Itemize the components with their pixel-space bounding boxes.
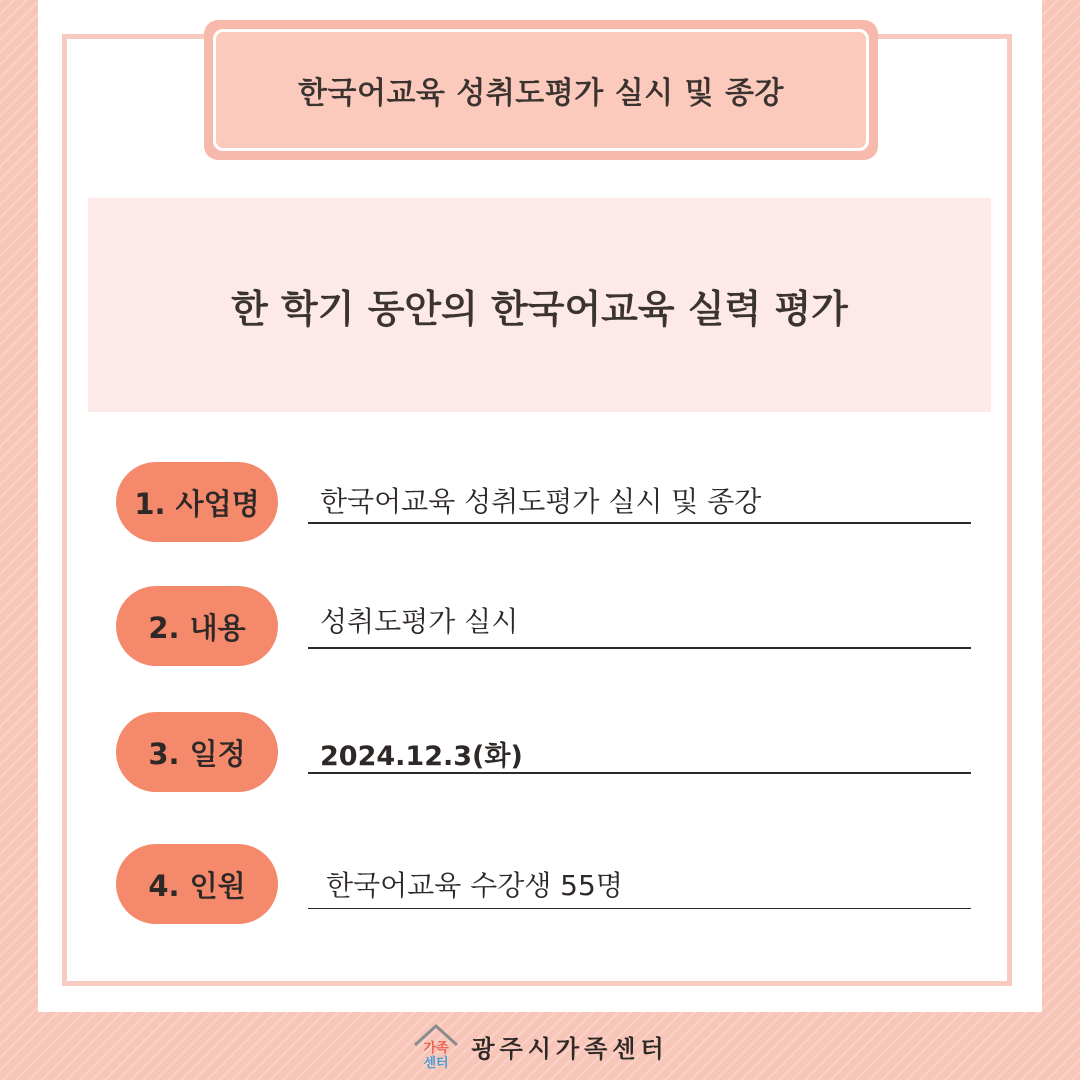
underline xyxy=(308,772,971,774)
family-center-logo xyxy=(411,1021,461,1071)
info-value: 한국어교육 수강생 55명 xyxy=(326,869,623,902)
subtitle: 한 학기 동안의 한국어교육 실력 평가 xyxy=(88,198,991,412)
footer xyxy=(0,1012,1080,1080)
info-row-business-name xyxy=(0,462,1080,542)
info-row-content xyxy=(0,586,1080,666)
underline xyxy=(308,522,971,524)
label-pill: 1. 사업명 xyxy=(116,462,278,542)
info-row-participants xyxy=(0,844,1080,924)
label-pill: 2. 내용 xyxy=(116,586,278,666)
label-pill: 3. 일정 xyxy=(116,712,278,792)
svg-text:가족: 가족 xyxy=(423,1041,449,1056)
info-value: 한국어교육 성취도평가 실시 및 종강 xyxy=(320,485,762,518)
info-row-schedule xyxy=(0,712,1080,792)
page-title: 한국어교육 성취도평가 실시 및 종강 xyxy=(213,29,869,151)
title-hanger-right xyxy=(830,0,838,22)
svg-text:센터: 센터 xyxy=(423,1056,449,1071)
info-value: 2024.12.3(화) xyxy=(320,741,523,772)
label-pill: 4. 인원 xyxy=(116,844,278,924)
info-value: 성취도평가 실시 xyxy=(320,605,519,638)
title-hanger-left xyxy=(243,0,251,22)
org-name: 광주시가족센터 xyxy=(471,1034,669,1063)
underline xyxy=(308,647,971,649)
underline xyxy=(308,908,971,909)
